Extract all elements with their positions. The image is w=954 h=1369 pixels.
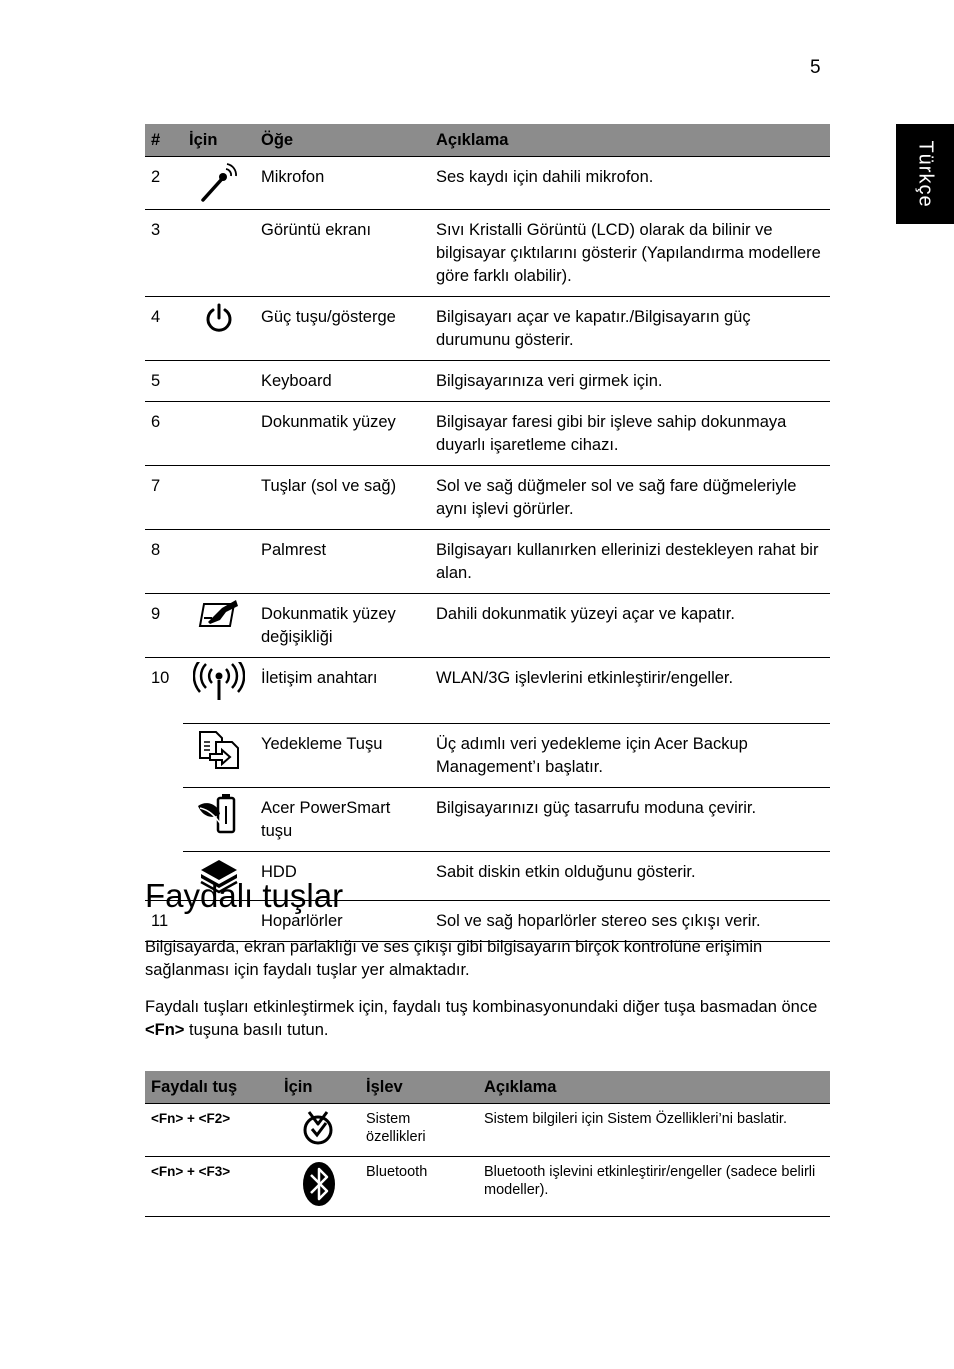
table-row [145,788,830,852]
section-title: Faydalı tuşlar [145,877,344,914]
col-header-hotkey: Faydalı tuş [145,1071,278,1104]
item-description: Sol ve sağ düğmeler sol ve sağ fare düğmeleriyle aynı işlevi görürler. [430,466,830,530]
item-name: Güç tuşu/gösterge [255,297,430,361]
microphone-icon [183,157,255,210]
instruction-text-end: tuşuna basılı tutun. [184,1021,329,1039]
row-number: 7 [145,466,183,530]
item-description: Bilgisayarınıza veri girmek için. [430,361,830,402]
row-number: 4 [145,297,183,361]
table-row [145,530,830,594]
item-name: Yedekleme Tuşu [255,724,430,788]
row-number: 2 [145,157,183,210]
item-description: Dahili dokunmatik yüzeyi açar ve kapatır. [430,594,830,658]
powersmart-icon [183,788,255,852]
col-header-icon: İçin [183,124,255,157]
table-row [145,210,830,297]
item-name: Mikrofon [255,157,430,210]
item-description: Sabit diskin etkin olduğunu gösterir. [430,852,830,901]
icon-cell [183,402,255,466]
col-header-item: Öğe [255,124,430,157]
row-number: 10 [151,669,170,687]
row-number: 8 [145,530,183,594]
instruction-text-start: Faydalı tuşları etkinleştirmek için, faydalı tuş kombinasyonundaki diğer tuşa basmadan önce [145,998,818,1016]
item-description: Bilgisayarınızı güç tasarrufu moduna çevirir. [430,788,830,852]
item-description: Sıvı Kristalli Görüntü (LCD) olarak da bilinir ve bilgisayar çıktılarını gösterir (Yapılandırma modellere göre farklı olabilir). [430,210,830,297]
item-description: Ses kaydı için dahili mikrofon. [430,157,830,210]
bluetooth-icon [278,1157,360,1217]
table-row [145,297,830,361]
item-name: Dokunmatik yüzey değişikliği [255,594,430,658]
hotkey-function: Bluetooth [360,1157,478,1217]
hotkey-combo: <Fn> + <F2> [145,1104,278,1157]
item-name: Hoparlörler [255,901,430,942]
hotkeys-table [145,1071,830,1217]
item-name: İletişim anahtarı [255,658,430,724]
hotkey-function: Sistem özellikleri [360,1104,478,1157]
item-name: Görüntü ekranı [255,210,430,297]
language-tab [896,124,954,224]
item-description: WLAN/3G işlevlerini etkinleştirir/engeller. [430,658,830,724]
row-number: 3 [145,210,183,297]
table-header-row [145,1071,830,1104]
item-name: Dokunmatik yüzey [255,402,430,466]
item-description: Sol ve sağ hoparlörler stereo ses çıkışı verir. [430,901,830,942]
backup-icon [183,724,255,788]
hotkey-description: Bluetooth işlevini etkinleştirir/engeller (sadece belirli modeller). [478,1157,830,1217]
table-row [145,724,830,788]
components-table [145,124,830,942]
col-header-number: # [145,124,183,157]
hotkey-description: Sistem bilgileri için Sistem Özellikleri’ni baslatir. [478,1104,830,1157]
col-header-description: Açıklama [430,124,830,157]
table-row [145,658,830,724]
table-header-row [145,124,830,157]
row-number: 11 [145,901,183,942]
icon-cell [183,530,255,594]
item-name: Palmrest [255,530,430,594]
table-row [145,361,830,402]
table-row [145,402,830,466]
touchpad-toggle-icon [183,594,255,658]
fn-key-label: <Fn> [145,1021,185,1039]
language-tab-label: Türkçe [914,140,937,208]
table-row [145,466,830,530]
row-number [145,724,183,788]
item-description: Bilgisayar faresi gibi bir işleve sahip dokunmaya duyarlı işaretleme cihazı. [430,402,830,466]
item-name: Keyboard [255,361,430,402]
item-name: Tuşlar (sol ve sağ) [255,466,430,530]
icon-cell [183,361,255,402]
page-number: 5 [810,57,821,78]
power-icon [183,297,255,361]
hotkey-combo: <Fn> + <F3> [145,1157,278,1217]
item-description: Bilgisayarı açar ve kapatır./Bilgisayarın güç durumunu gösterir. [430,297,830,361]
col-header-function: İşlev [360,1071,478,1104]
item-description: Bilgisayarı kullanırken ellerinizi destekleyen rahat bir alan. [430,530,830,594]
row-number: 5 [145,361,183,402]
instruction-paragraph [145,996,835,1042]
item-name: Acer PowerSmart tuşu [255,788,430,852]
table-row [145,1157,830,1217]
col-header-icon: İçin [278,1071,360,1104]
col-header-description: Açıklama [478,1071,830,1104]
row-number: 6 [145,402,183,466]
item-name: HDD [255,852,430,901]
table-row [145,594,830,658]
icon-cell [183,210,255,297]
table-row [145,157,830,210]
intro-paragraph: Bilgisayarda, ekran parlaklığı ve ses çıkışı gibi bilgisayarın birçok kontrolüne erişimin sağlanması için faydalı tuşlar yer almaktadır. [145,938,763,979]
item-description: Üç adımlı veri yedekleme için Acer Backup Management’ı başlatır. [430,724,830,788]
icon-cell [183,466,255,530]
row-number: 9 [145,594,183,658]
row-number [145,788,183,852]
wireless-icon [183,658,255,724]
table-row [145,1104,830,1157]
system-properties-icon [278,1104,360,1157]
